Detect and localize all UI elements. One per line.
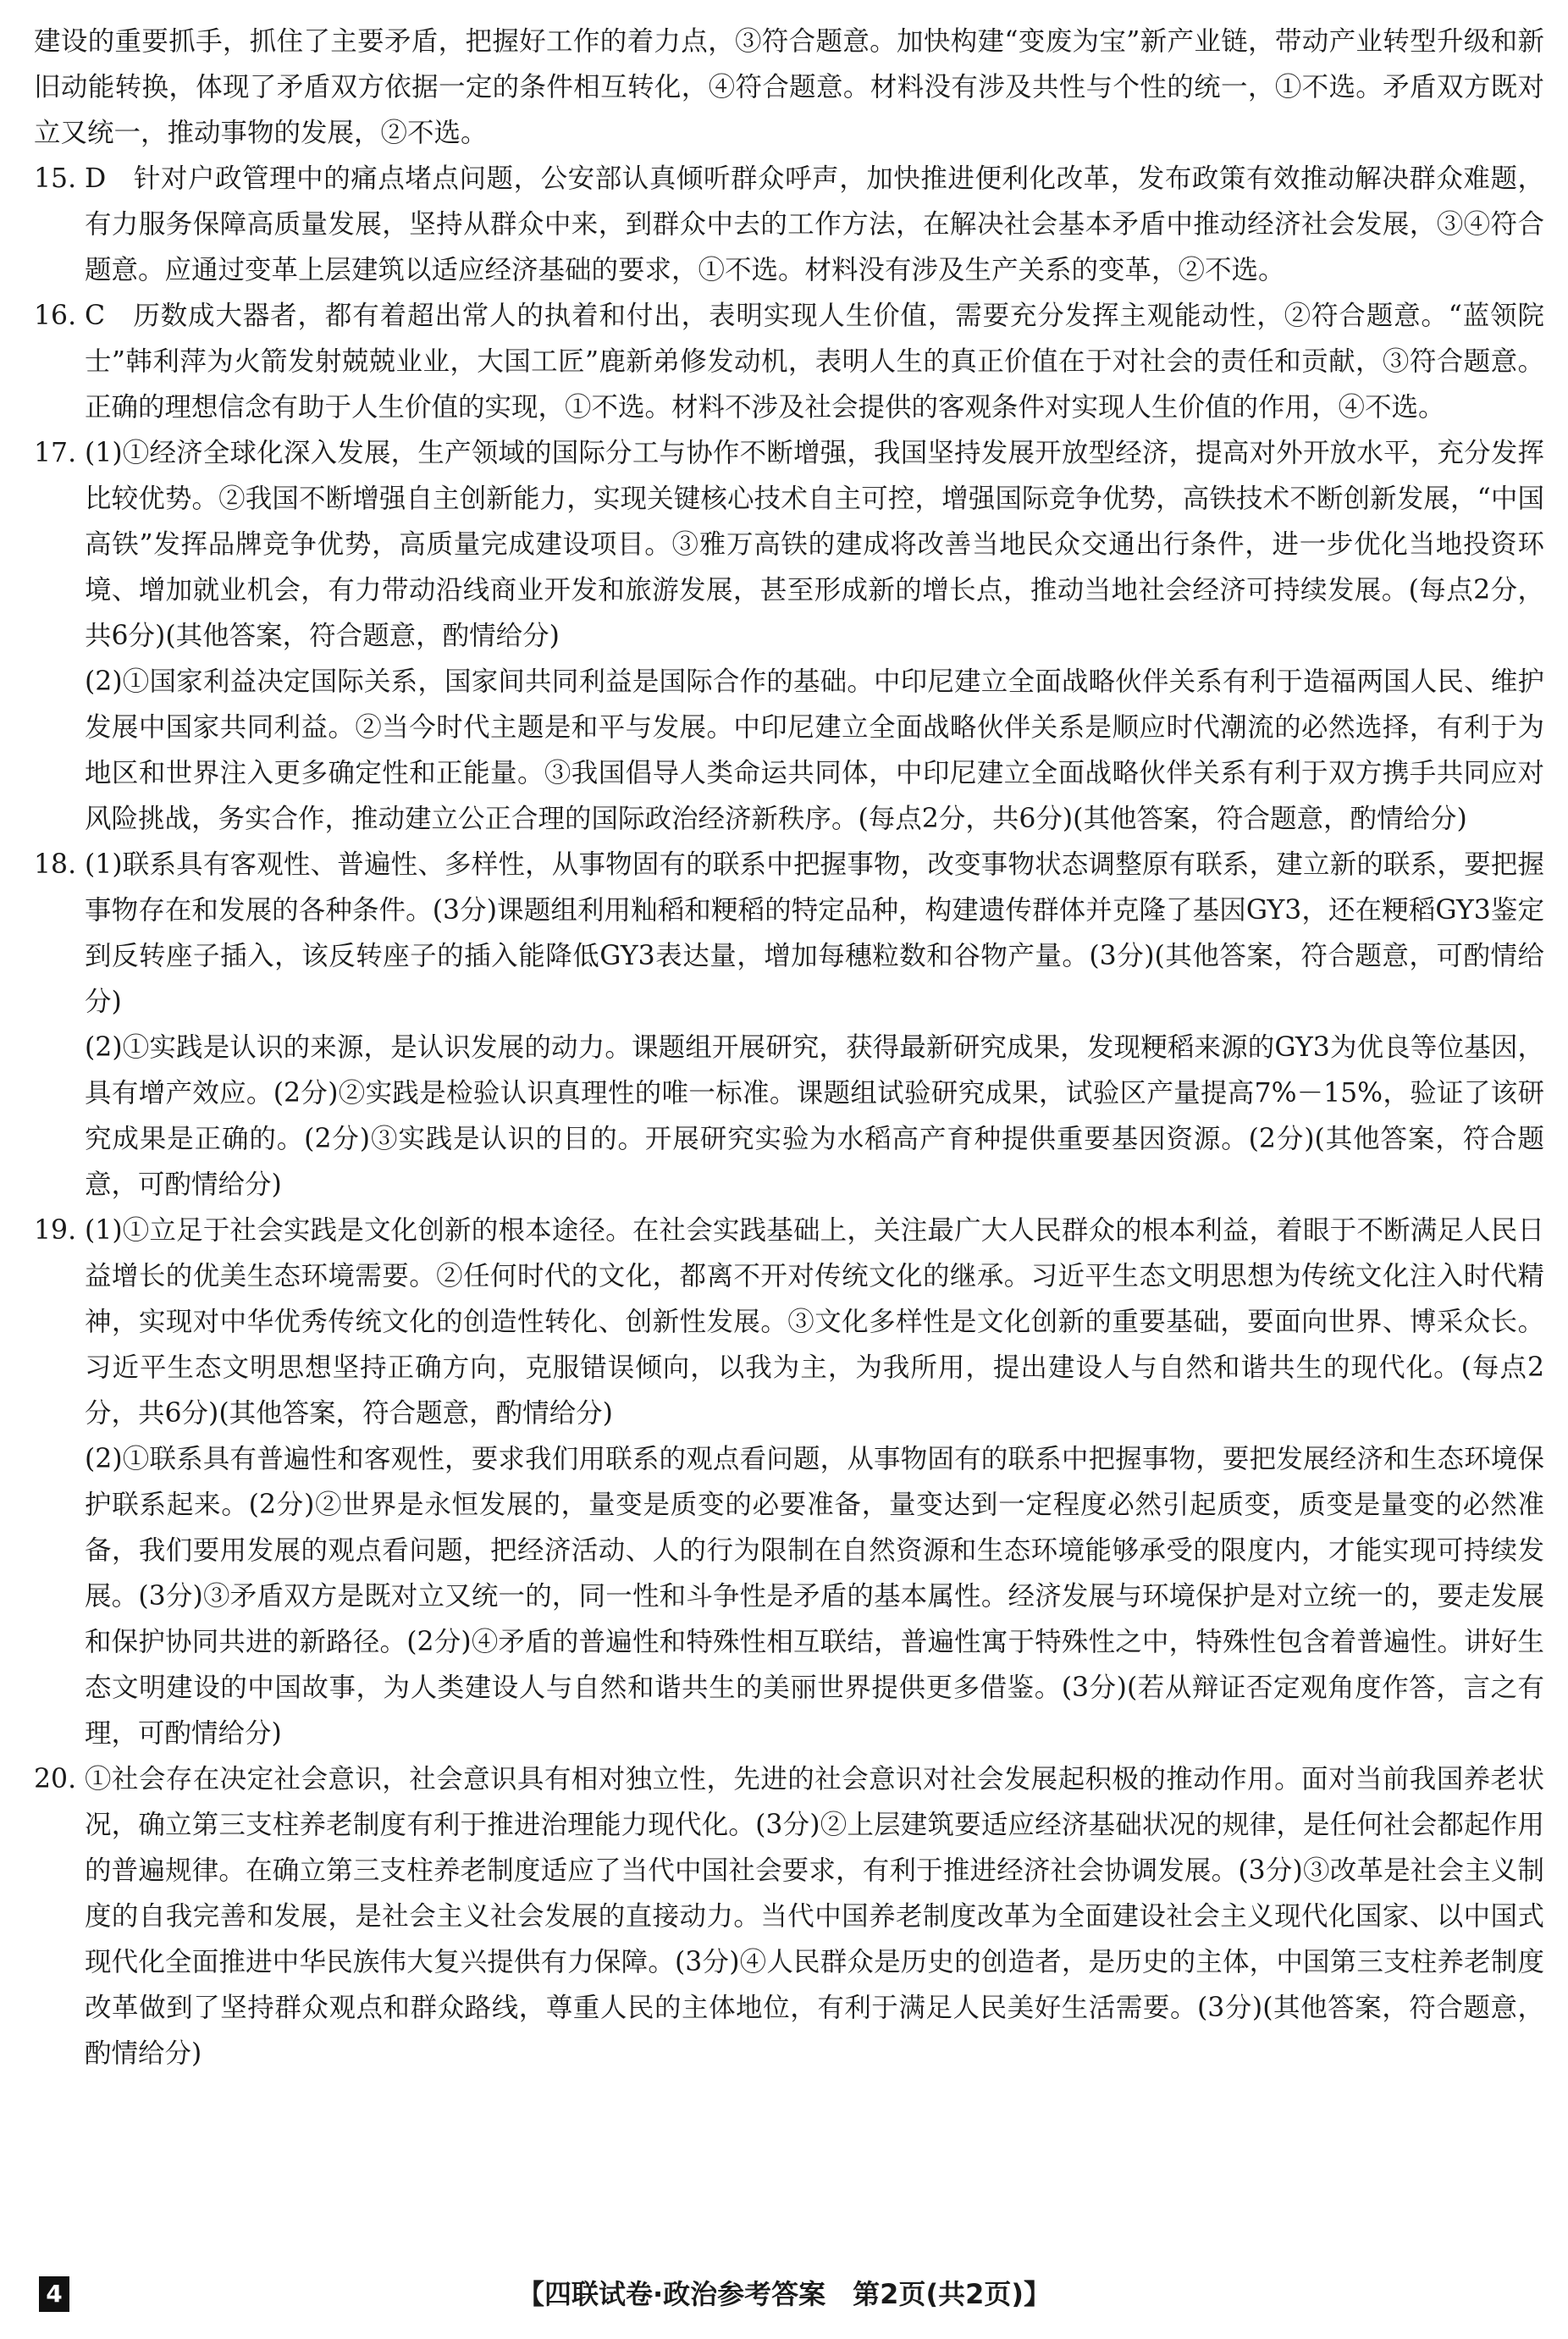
item-subpart-2: (2)①国家利益决定国际关系，国家间共同利益是国际合作的基础。中印尼建立全面战略伙伴关系有利于造福两国人民、维护发展中国家共同利益。②当今时代主题是和平与发展。中印尼建立全面战略伙伴关系是顺应时代潮流的必然选择，有利于为地区和世界注入更多确定性和正能量。③我国倡导人类命运共同体，中印尼建立全面战略伙伴关系有利于双方携手共同应对风险挑战，务实合作，推动建立公正合理的国际政治经济新秩序。(每点2分，共6分)(其他答案，符合题意，酌情给分) (85, 666, 1544, 834)
item-number: 19. (34, 1215, 77, 1246)
item-text: (1)①立足于社会实践是文化创新的根本途径。在社会实践基础上，关注最广大人民群众的根本利益，着眼于不断满足人民日益增长的优美生态环境需要。②任何时代的文化，都离不开对传统文化的继承。习近平生态文明思想为传统文化注入时代精神，实现对中华优秀传统文化的创造性转化、创新性发展。③文化多样性是文化创新的重要基础，要面向世界、博采众长。习近平生态文明思想坚持正确方向，克服错误倾向，以我为主，为我所用，提出建设人与自然和谐共生的现代化。(每点2分，共6分)(其他答案，符合题意，酌情给分) (85, 1215, 1544, 1429)
intro-paragraph: 建设的重要抓手，抓住了主要矛盾，把握好工作的着力点，③符合题意。加快构建“变废为宝”新产业链，带动产业转型升级和新旧动能转换，体现了矛盾双方依据一定的条件相互转化，④符合题意。材料没有涉及共性与个性的统一，①不选。矛盾双方既对立又统一，推动事物的发展，②不选。 (34, 26, 1544, 148)
answer-item-15 (34, 156, 1544, 293)
answer-item-18 (34, 842, 1544, 1208)
answer-item-19 (34, 1208, 1544, 1756)
page-footer (0, 2276, 1568, 2319)
item-subpart-2: (2)①联系具有普遍性和客观性，要求我们用联系的观点看问题，从事物固有的联系中把握事物，要把发展经济和生态环境保护联系起来。(2分)②世界是永恒发展的，量变是质变的必要准备，量变达到一定程度必然引起质变，质变是量变的必然准备，我们要用发展的观点看问题，把经济活动、人的行为限制在自然资源和生态环境能够承受的限度内，才能实现可持续发展。(3分)③矛盾双方是既对立又统一的，同一性和斗争性是矛盾的基本属性。经济发展与环境保护是对立统一的，要走发展和保护协同共进的新路径。(2分)④矛盾的普遍性和特殊性相互联结，普遍性寓于特殊性之中，特殊性包含着普遍性。讲好生态文明建设的中国故事，为人类建设人与自然和谐共生的美丽世界提供更多借鉴。(3分)(若从辩证否定观角度作答，言之有理，可酌情给分) (85, 1444, 1544, 1749)
answer-item-17 (34, 430, 1544, 842)
item-text: D 针对户政管理中的痛点堵点问题，公安部认真倾听群众呼声，加快推进便利化改革，发布政策有效推动解决群众难题，有力服务保障高质量发展，坚持从群众中来，到群众中去的工作方法，在解决社会基本矛盾中推动经济社会发展，③④符合题意。应通过变革上层建筑以适应经济基础的要求，①不选。材料没有涉及生产关系的变革，②不选。 (85, 163, 1544, 285)
item-subpart-2: (2)①实践是认识的来源，是认识发展的动力。课题组开展研究，获得最新研究成果，发现粳稻来源的GY3为优良等位基因，具有增产效应。(2分)②实践是检验认识真理性的唯一标准。课题组试验研究成果，试验区产量提高7%－15%，验证了该研究成果是正确的。(2分)③实践是认识的目的。开展研究实验为水稻高产育种提供重要基因资源。(2分)(其他答案，符合题意，可酌情给分) (85, 1032, 1544, 1200)
item-text: (1)联系具有客观性、普遍性、多样性，从事物固有的联系中把握事物，改变事物状态调整原有联系，建立新的联系，要把握事物存在和发展的各种条件。(3分)课题组利用籼稻和粳稻的特定品种，构建遗传群体并克隆了基因GY3，还在粳稻GY3鉴定到反转座子插入，该反转座子的插入能降低GY3表达量，增加每穗粒数和谷物产量。(3分)(其他答案，符合题意，可酌情给分) (85, 849, 1544, 1017)
item-text: ①社会存在决定社会意识，社会意识具有相对独立性，先进的社会意识对社会发展起积极的推动作用。面对当前我国养老状况，确立第三支柱养老制度有利于推进治理能力现代化。(3分)②上层建筑要适应经济基础状况的规律，是任何社会都起作用的普遍规律。在确立第三支柱养老制度适应了当代中国社会要求，有利于推进经济社会协调发展。(3分)③改革是社会主义制度的自我完善和发展，是社会主义社会发展的直接动力。当代中国养老制度改革为全面建设社会主义现代化国家、以中国式现代化全面推进中华民族伟大复兴提供有力保障。(3分)④人民群众是历史的创造者，是历史的主体，中国第三支柱养老制度改革做到了坚持群众观点和群众路线，尊重人民的主体地位，有利于满足人民美好生活需要。(3分)(其他答案，符合题意，酌情给分) (85, 1764, 1544, 2069)
item-number: 15. (34, 163, 77, 194)
page-number-badge: 4 (39, 2276, 69, 2312)
item-text: (1)①经济全球化深入发展，生产领域的国际分工与协作不断增强，我国坚持发展开放型经济，提高对外开放水平，充分发挥比较优势。②我国不断增强自主创新能力，实现关键核心技术自主可控，增强国际竞争优势，高铁技术不断创新发展，“中国高铁”发挥品牌竞争优势，高质量完成建设项目。③雅万高铁的建成将改善当地民众交通出行条件，进一步优化当地投资环境、增加就业机会，有力带动沿线商业开发和旅游发展，甚至形成新的增长点，推动当地社会经济可持续发展。(每点2分，共6分)(其他答案，符合题意，酌情给分) (85, 438, 1544, 651)
footer-title: 【四联试卷·政治参考答案 第2页(共2页)】 (517, 2278, 1051, 2310)
item-number: 20. (34, 1764, 77, 1794)
item-number: 18. (34, 849, 77, 880)
answer-content (34, 19, 1544, 2076)
answer-item-20 (34, 1756, 1544, 2076)
item-number: 16. (34, 301, 77, 331)
answer-item-16 (34, 293, 1544, 430)
item-number: 17. (34, 438, 77, 468)
item-text: C 历数成大器者，都有着超出常人的执着和付出，表明实现人生价值，需要充分发挥主观能动性，②符合题意。“蓝领院士”韩利萍为火箭发射兢兢业业，大国工匠”鹿新弟修发动机，表明人生的真正价值在于对社会的责任和贡献，③符合题意。正确的理想信念有助于人生价值的实现，①不选。材料不涉及社会提供的客观条件对实现人生价值的作用，④不选。 (85, 301, 1544, 423)
